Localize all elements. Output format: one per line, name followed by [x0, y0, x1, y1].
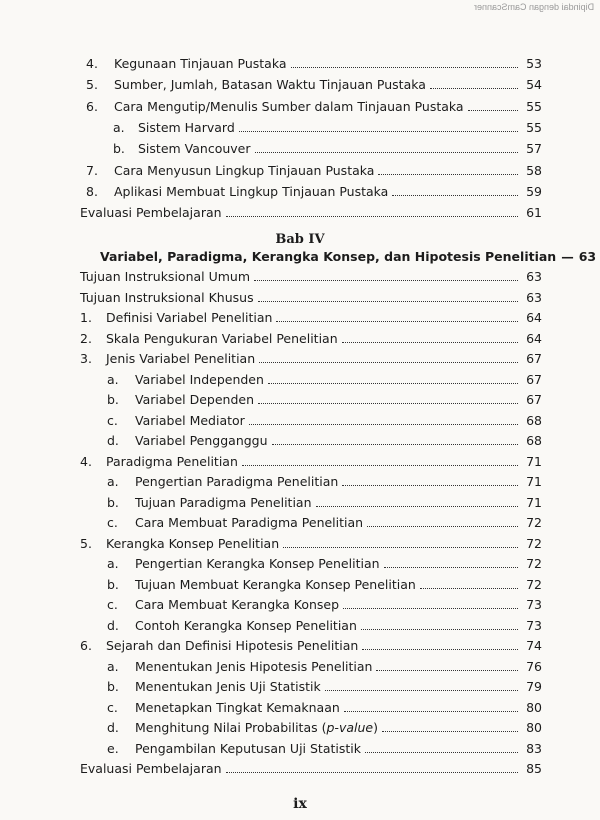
- toc-entry-number: a.: [107, 556, 119, 571]
- dot-leader: [258, 402, 518, 404]
- dot-leader: [430, 87, 518, 89]
- toc-entry-page: 55: [526, 119, 542, 135]
- toc-entry-label: Skala Pengukuran Variabel Penelitian: [106, 330, 338, 346]
- dot-leader: [325, 689, 518, 691]
- toc-entry-label: Tujuan Membuat Kerangka Konsep Penelitian: [135, 576, 416, 592]
- toc-entry: [0, 137, 600, 157]
- toc-entry-number: b.: [107, 392, 119, 407]
- dot-leader: [342, 341, 518, 343]
- toc-entry-label: Cara Menyusun Lingkup Tinjauan Pustaka: [114, 162, 375, 178]
- toc-entry-page: 67: [526, 371, 542, 387]
- toc-entry-page: 71: [526, 453, 542, 469]
- dot-leader: [276, 320, 518, 322]
- toc-entry: [0, 429, 600, 449]
- toc-entry-label: Kerangka Konsep Penelitian: [106, 535, 280, 551]
- dot-leader: [392, 194, 518, 196]
- toc-entry-label: Aplikasi Membuat Lingkup Tinjauan Pustaka: [114, 183, 389, 199]
- toc-entry-page: 67: [526, 392, 542, 407]
- toc-entry-label: Pengambilan Keputusan Uji Statistik: [135, 740, 361, 756]
- toc-entry-page: 80: [526, 699, 542, 715]
- toc-entry-page: 83: [526, 740, 542, 756]
- toc-entry-page: 74: [526, 638, 542, 653]
- toc-entry: [0, 634, 600, 654]
- toc-entry-number: 7.: [86, 162, 98, 178]
- toc-entry-number: a.: [107, 371, 119, 387]
- dot-leader: [258, 300, 518, 302]
- toc-entry-page: 61: [526, 205, 542, 221]
- dot-leader: [239, 130, 518, 132]
- toc-entry: [0, 675, 600, 695]
- toc-entry: [0, 552, 600, 572]
- toc-entry-label: Paradigma Penelitian: [106, 453, 238, 469]
- toc-entry-label: Tujuan Instruksional Khusus: [80, 289, 254, 305]
- scanner-watermark: Dipindai dengan CamScanner: [473, 2, 594, 12]
- toc-entry-number: 3.: [80, 351, 92, 366]
- toc-entry: [0, 532, 600, 552]
- toc-entry-page: 80: [526, 720, 542, 735]
- toc-entry-page: 72: [526, 576, 542, 592]
- toc-entry-number: c.: [107, 597, 118, 612]
- toc-entry-page: 57: [526, 141, 542, 157]
- dot-leader: [268, 382, 518, 384]
- toc-entry-page: 68: [526, 433, 542, 448]
- toc-entry-label: Menghitung Nilai Probabilitas (p-value): [135, 720, 378, 735]
- dot-leader: [376, 669, 518, 671]
- toc-entry: [0, 593, 600, 613]
- toc-entry-label: Sistem Vancouver: [138, 141, 251, 157]
- toc-entry-label: Cara Membuat Paradigma Penelitian: [135, 515, 364, 530]
- toc-entry-page: 64: [526, 330, 542, 346]
- toc-entry-number: d.: [107, 433, 119, 448]
- toc-entry: [0, 265, 600, 285]
- toc-entry-label: Variabel Mediator: [135, 412, 245, 428]
- dot-leader: [272, 443, 518, 445]
- toc-entry-label: Variabel Dependen: [135, 392, 254, 407]
- toc-entry: [0, 95, 600, 115]
- toc-entry-label: Sumber, Jumlah, Batasan Waktu Tinjauan Pustaka: [114, 77, 426, 93]
- dot-leader: [468, 109, 518, 111]
- dot-leader: [226, 215, 518, 217]
- toc-entry-number: a.: [113, 119, 125, 135]
- toc-entry: [0, 511, 600, 531]
- chapter-subtitle: Variabel, Paradigma, Kerangka Konsep, dan Hipotesis Penelitian: [100, 249, 557, 264]
- toc-entry-page: 55: [526, 98, 542, 114]
- toc-entry-page: 71: [526, 474, 542, 489]
- toc-entry-number: 4.: [86, 56, 98, 71]
- toc-entry-page: 59: [526, 183, 542, 199]
- toc-entry-label: Jenis Variabel Penelitian: [106, 351, 256, 366]
- toc-entry-number: c.: [107, 515, 118, 530]
- dot-leader: [283, 546, 518, 548]
- toc-entry-number: 2.: [80, 330, 92, 346]
- toc-entry-label: Variabel Independen: [135, 371, 264, 387]
- toc-entry: [0, 737, 600, 757]
- dot-leader: [255, 151, 519, 153]
- chapter-title: Bab IV: [275, 232, 325, 247]
- toc-entry-page: 67: [526, 351, 542, 366]
- toc-entry-page: 73: [526, 617, 542, 633]
- toc-entry: [0, 716, 600, 736]
- toc-entry-number: a.: [107, 474, 119, 489]
- toc-entry-page: 76: [526, 658, 542, 674]
- toc-entry-page: 63: [526, 289, 542, 305]
- toc-entry-label: Evaluasi Pembelajaran: [80, 761, 222, 776]
- toc-entry: [0, 614, 600, 634]
- toc-entry: [0, 450, 600, 470]
- toc-entry: [0, 327, 600, 347]
- toc-entry-number: b.: [107, 679, 119, 694]
- toc-entry: [0, 573, 600, 593]
- toc-entry: [0, 491, 600, 511]
- toc-entry-number: c.: [107, 699, 118, 715]
- toc-entry-page: 53: [526, 56, 542, 71]
- toc-entry-page: 73: [526, 597, 542, 612]
- toc-entry-label: Variabel Pengganggu: [135, 433, 268, 448]
- toc-entry-label: Tujuan Instruksional Umum: [80, 269, 251, 284]
- toc-entry-number: 4.: [80, 453, 92, 469]
- toc-entry-number: d.: [107, 720, 119, 735]
- toc-entry-page: 58: [526, 162, 542, 178]
- toc-entry: [0, 52, 600, 72]
- toc-entry-page: 68: [526, 412, 542, 428]
- toc-entry-label: Evaluasi Pembelajaran: [80, 205, 222, 221]
- toc-entry-label: Cara Membuat Kerangka Konsep: [135, 597, 340, 612]
- dot-leader: [242, 464, 518, 466]
- dot-leader: [367, 525, 518, 527]
- dot-leader: [316, 505, 519, 507]
- toc-entry: [0, 696, 600, 716]
- dot-leader: [420, 587, 518, 589]
- toc-entry: [0, 159, 600, 179]
- toc-entry: [0, 116, 600, 136]
- dot-leader: [378, 173, 518, 175]
- chapter-dash: —: [561, 249, 574, 264]
- chapter-subtitle-row: [100, 244, 597, 264]
- toc-entry-number: c.: [107, 412, 118, 428]
- dot-leader: [249, 423, 518, 425]
- toc-entry-label: Menetapkan Tingkat Kemaknaan: [135, 699, 340, 715]
- dot-leader: [254, 279, 518, 281]
- toc-entry-label: Sistem Harvard: [138, 119, 235, 135]
- toc-entry-page: 72: [526, 535, 542, 551]
- toc-entry-number: 6.: [80, 638, 92, 653]
- toc-entry-page: 64: [526, 310, 542, 325]
- toc-entry-page: 63: [526, 269, 542, 284]
- toc-entry-number: b.: [107, 576, 119, 592]
- toc-entry: [0, 470, 600, 490]
- toc-entry: [0, 757, 600, 777]
- dot-leader: [361, 628, 518, 630]
- dot-leader: [291, 66, 518, 68]
- toc-entry-label: Sejarah dan Definisi Hipotesis Penelitian: [106, 638, 359, 653]
- page-folio: ix: [293, 796, 307, 812]
- chapter-page: 63: [578, 249, 597, 264]
- toc-entry-number: d.: [107, 617, 119, 633]
- toc-entry: [0, 201, 600, 221]
- dot-leader: [344, 710, 518, 712]
- toc-entry: [0, 73, 600, 93]
- dot-leader: [365, 751, 518, 753]
- toc-entry-page: 72: [526, 515, 542, 530]
- dot-leader: [226, 771, 518, 773]
- toc-entry-label: Pengertian Paradigma Penelitian: [135, 474, 339, 489]
- toc-entry-number: 5.: [80, 535, 92, 551]
- toc-entry-page: 71: [526, 494, 542, 510]
- toc-entry-page: 54: [526, 77, 542, 93]
- toc-entry-number: 6.: [86, 98, 98, 114]
- toc-entry-label: Cara Mengutip/Menulis Sumber dalam Tinjauan Pustaka: [114, 98, 464, 114]
- toc-entry-number: 1.: [80, 310, 92, 325]
- toc-entry-label: Pengertian Kerangka Konsep Penelitian: [135, 556, 380, 571]
- toc-entry-number: 5.: [86, 77, 98, 93]
- toc-entry-page: 79: [526, 679, 542, 694]
- dot-leader: [384, 566, 518, 568]
- toc-entry-page: 72: [526, 556, 542, 571]
- toc-entry: [0, 286, 600, 306]
- toc-entry-label: Kegunaan Tinjauan Pustaka: [114, 56, 287, 71]
- toc-entry-number: a.: [107, 658, 119, 674]
- dot-leader: [382, 730, 518, 732]
- toc-entry-number: 8.: [86, 183, 98, 199]
- toc-entry-page: 85: [526, 761, 542, 776]
- toc-entry-label: Menentukan Jenis Hipotesis Penelitian: [135, 658, 373, 674]
- toc-entry: [0, 655, 600, 675]
- toc-entry-number: e.: [107, 740, 119, 756]
- dot-leader: [362, 648, 518, 650]
- toc-entry-number: b.: [107, 494, 119, 510]
- toc-entry: [0, 368, 600, 388]
- toc-entry: [0, 409, 600, 429]
- toc-entry: [0, 180, 600, 200]
- dot-leader: [342, 484, 518, 486]
- toc-entry-label: Tujuan Paradigma Penelitian: [135, 494, 312, 510]
- toc-entry: [0, 388, 600, 408]
- toc-entry-label: Definisi Variabel Penelitian: [106, 310, 273, 325]
- dot-leader: [343, 607, 518, 609]
- toc-entry: [0, 347, 600, 367]
- toc-entry-number: b.: [113, 141, 125, 157]
- toc-entry: [0, 306, 600, 326]
- toc-entry-label: Contoh Kerangka Konsep Penelitian: [135, 617, 357, 633]
- toc-entry-label: Menentukan Jenis Uji Statistik: [135, 679, 321, 694]
- dot-leader: [259, 361, 518, 363]
